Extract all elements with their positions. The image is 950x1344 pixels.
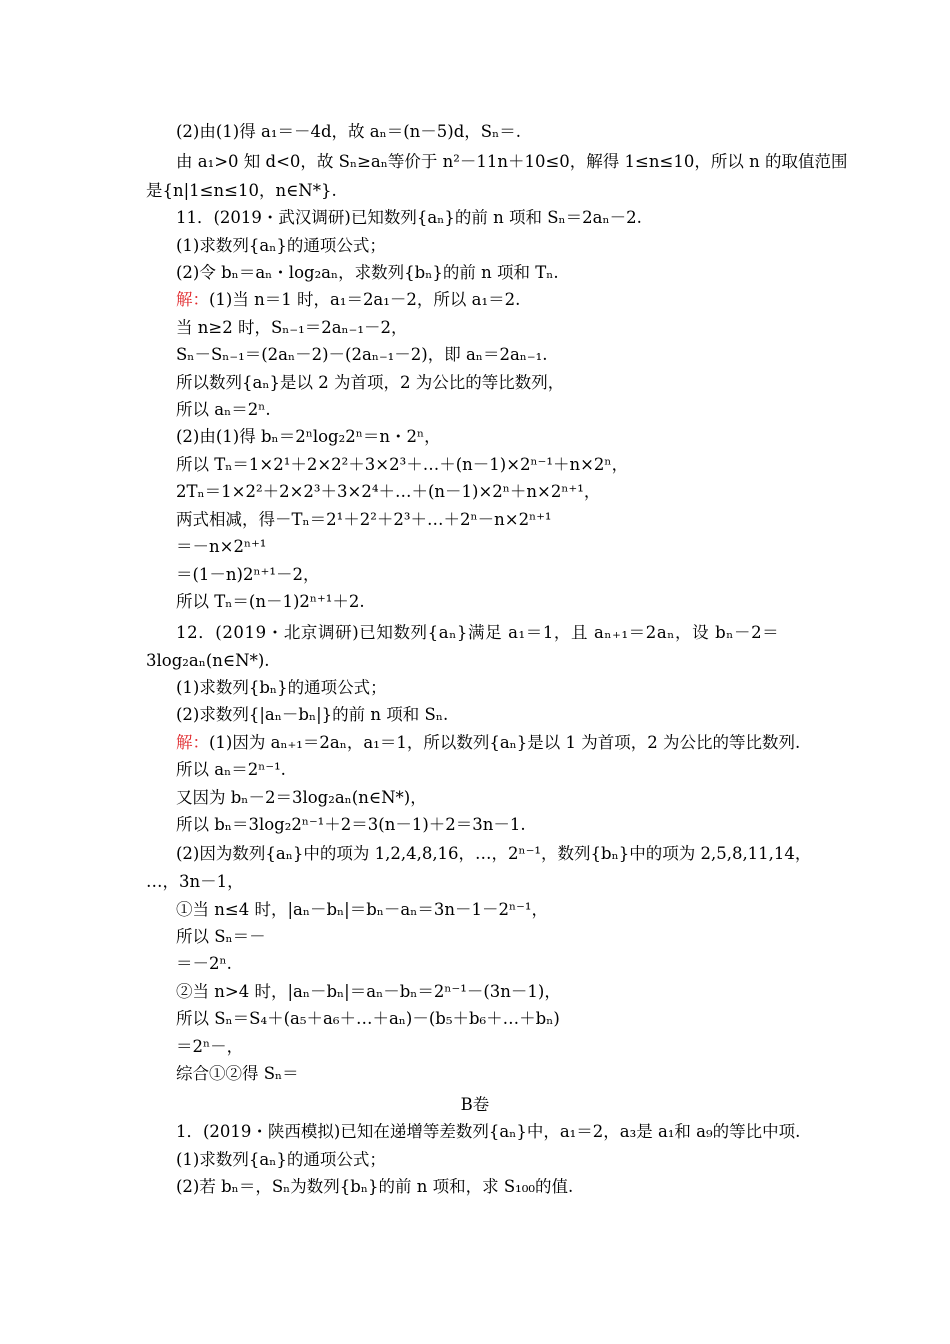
text-line: 所以 Tₙ＝1×2¹＋2×2²＋3×2³＋…＋(n－1)×2ⁿ⁻¹＋n×2ⁿ， [176,455,629,474]
solution-label: 解： [176,290,209,309]
text-line: (2)求数列{|aₙ－bₙ|}的前 n 项和 Sₙ. [176,705,449,724]
text-line: 3log₂aₙ(n∈N*). [146,651,270,670]
text-line: 所以 Sₙ＝－ [176,927,266,946]
text-line: (2)由(1)得 bₙ＝2ⁿlog₂2ⁿ＝n・2ⁿ， [176,427,441,446]
text-line: 所以 aₙ＝2ⁿ. [176,400,271,419]
text-line: 所以 bₙ＝3log₂2ⁿ⁻¹＋2＝3(n－1)＋2＝3n－1. [176,815,526,834]
text-line: (1)求数列{bₙ}的通项公式； [176,678,387,697]
text-line: 所以数列{aₙ}是以 2 为首项，2 为公比的等比数列， [176,373,565,392]
text-line: ＝－n×2ⁿ⁺¹ [176,537,267,556]
text-line: 2Tₙ＝1×2²＋2×2³＋3×2⁴＋…＋(n－1)×2ⁿ＋n×2ⁿ⁺¹， [176,482,601,501]
section-heading-b: B卷 [460,1095,490,1114]
text-line: Sₙ－Sₙ₋₁＝(2aₙ－2)－(2aₙ₋₁－2)，即 aₙ＝2aₙ₋₁. [176,345,548,364]
text-line: ＝－2ⁿ. [176,954,232,973]
text-line: 是{n|1≤n≤10，n∈N*}. [146,181,337,200]
problem-11-heading: 11．(2019・武汉调研)已知数列{aₙ}的前 n 项和 Sₙ＝2aₙ－2. [176,208,642,227]
text-line: (2)令 bₙ＝aₙ・log₂aₙ，求数列{bₙ}的前 n 项和 Tₙ. [176,263,559,282]
solution-line: 解：(1)当 n＝1 时，a₁＝2a₁－2，所以 a₁＝2. [176,290,521,309]
text-line: 当 n≥2 时，Sₙ₋₁＝2aₙ₋₁－2， [176,318,408,337]
text-line: …，3n－1， [146,872,244,891]
text-line: (2)若 bₙ＝，Sₙ为数列{bₙ}的前 n 项和，求 S₁₀₀的值. [176,1177,574,1196]
text-line: ①当 n≤4 时，|aₙ－bₙ|＝bₙ－aₙ＝3n－1－2ⁿ⁻¹， [176,900,548,919]
text-line: (2)由(1)得 a₁＝－4d，故 aₙ＝(n－5)d，Sₙ＝. [176,122,521,141]
text-line: 所以 aₙ＝2ⁿ⁻¹. [176,760,286,779]
text-line: ②当 n>4 时，|aₙ－bₙ|＝aₙ－bₙ＝2ⁿ⁻¹－(3n－1)， [176,982,561,1001]
solution-label: 解： [176,733,209,752]
solution-line: 解：(1)因为 aₙ₊₁＝2aₙ，a₁＝1，所以数列{aₙ}是以 1 为首项，2 为公比的等比数列. [176,733,801,752]
text-line: 所以 Tₙ＝(n－1)2ⁿ⁺¹＋2. [176,592,365,611]
problem-1-heading: 1．(2019・陕西模拟)已知在递增等差数列{aₙ}中，a₁＝2，a₃是 a₁和 a₉的等比中项. [176,1122,801,1141]
problem-12-heading: 12．(2019・北京调研)已知数列{aₙ}满足 a₁＝1，且 aₙ₊₁＝2aₙ，设 bₙ－2＝ [176,623,780,642]
text-line: 又因为 bₙ－2＝3log₂aₙ(n∈N*)， [176,788,427,807]
text-line: 所以 Sₙ＝S₄＋(a₅＋a₆＋…＋aₙ)－(b₅＋b₆＋…＋bₙ) [176,1009,560,1028]
text-line: (1)求数列{aₙ}的通项公式； [176,1150,386,1169]
text-line: (1)求数列{aₙ}的通项公式； [176,236,386,255]
text-line: ＝(1－n)2ⁿ⁺¹－2， [176,565,320,584]
text-line: (2)因为数列{aₙ}中的项为 1,2,4,8,16，…，2ⁿ⁻¹，数列{bₙ}中的项为 2,5,8,11,14， [176,844,812,863]
text-line: 由 a₁>0 知 d<0，故 Sₙ≥aₙ等价于 n²－11n＋10≤0，解得 1≤n≤10，所以 n 的取值范围 [176,152,848,171]
text-line: 两式相减，得－Tₙ＝2¹＋2²＋2³＋…＋2ⁿ－n×2ⁿ⁺¹ [176,510,552,529]
text-line: ＝2ⁿ－， [176,1037,244,1056]
text-line: 综合①②得 Sₙ＝ [176,1064,299,1083]
